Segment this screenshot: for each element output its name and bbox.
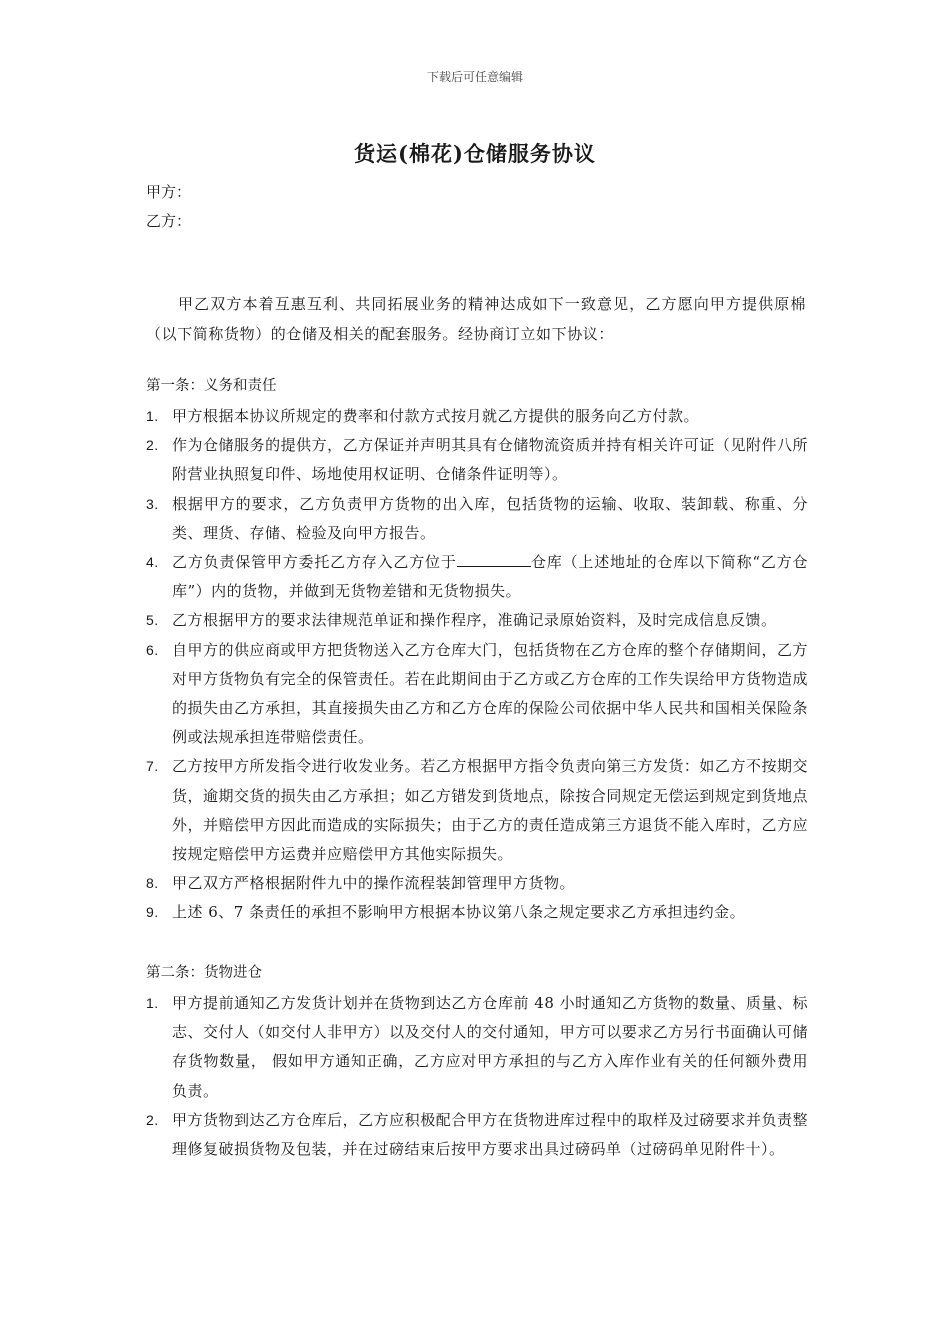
list-item: [146, 752, 808, 869]
list-item: [146, 606, 808, 635]
obligations-list: [146, 402, 808, 928]
item-text: 甲方提前通知乙方发货计划并在货物到达乙方仓库前 48 小时通知乙方货物的数量、质量、标志、交付人（如交付人非甲方）以及交付人的交付通知，甲方可以要求乙方另行书面确认可储存货物数量， 假如甲方通知正确，乙方应对甲方承担的与乙方入库作业有关的任何额外费用负责。: [172, 994, 808, 1100]
item-text: 甲乙双方严格根据附件九中的操作流程装卸管理甲方货物。: [172, 874, 576, 893]
item-text: 乙方根据甲方的要求法律规范单证和操作程序，准确记录原始资料，及时完成信息反馈。: [172, 611, 777, 630]
list-item: [146, 1106, 808, 1164]
item-text: 上述 6、7 条责任的承担不影响甲方根据本协议第八条之规定要求乙方承担违约金。: [172, 903, 746, 922]
party-a-label: 甲方：: [146, 183, 192, 201]
item-number: 3.: [146, 495, 159, 512]
item-number: 1.: [146, 408, 159, 424]
item-number: 6.: [146, 641, 159, 658]
item-number: 2.: [146, 1111, 159, 1128]
list-item: [146, 898, 808, 927]
item-number: 7.: [146, 758, 159, 775]
list-item: [146, 490, 808, 548]
item-text: 根据甲方的要求，乙方负责甲方货物的出入库，包括货物的运输、收取、装卸载、称重、分类、理货、存储、检验及向甲方报告。: [172, 494, 808, 542]
intro-paragraph: 甲乙双方本着互惠互利、共同拓展业务的精神达成如下一致意见，乙方愿向甲方提供原棉（以下简称货物）的仓储及相关的配套服务。经协商订立如下协议：: [146, 295, 806, 343]
inbound-list: [146, 989, 808, 1164]
section-heading: 第二条：货物进仓: [146, 965, 262, 981]
item-text: 甲方货物到达乙方仓库后，乙方应积极配合甲方在货物进库过程中的取样及过磅要求并负责整理修复破损货物及包装，并在过磅结束后按甲方要求出具过磅码单（过磅码单见附件十）。: [172, 1110, 808, 1159]
item-number: 2.: [146, 437, 159, 454]
item-number: 1.: [146, 995, 159, 1011]
item-number: 9.: [146, 904, 159, 921]
list-item: [146, 989, 808, 1106]
item-number: 4.: [146, 554, 159, 571]
header-note: 下载后可任意编辑: [426, 70, 523, 84]
list-item: [146, 869, 808, 898]
item-number: 5.: [146, 612, 159, 629]
section-goods-inbound: [146, 963, 808, 1164]
list-item: [146, 548, 808, 606]
document-title: 货运(棉花)仓储服务协议: [354, 141, 596, 166]
item-text: 作为仓储服务的提供方，乙方保证并声明其具有仓储物流资质并持有相关许可证（见附件八所附营业执照复印件、场地使用权证明、仓储条件证明等）。: [172, 436, 808, 484]
list-item: [146, 431, 808, 489]
party-b-label: 乙方：: [146, 212, 192, 230]
list-item: [146, 402, 808, 431]
item-text-after: 仓库（上述地址的仓库以下简称“乙方仓库”）内的货物，并做到无货物差错和无货物损失。: [172, 553, 808, 601]
section-heading: 第一条：义务和责任: [146, 378, 277, 394]
list-item: [146, 636, 808, 753]
item-text: 乙方按甲方所发指令进行收发业务。若乙方根据甲方指令负责向第三方发货：如乙方不按期交货，逾期交货的损失由乙方承担；如乙方错发到货地点，除按合同规定无偿运到规定到货地点外，并赔偿甲方因此而造成的实际损失；由于乙方的责任造成第三方退货不能入库时，乙方应按规定赔偿甲方运费并应赔偿甲方其他实际损失。: [172, 757, 808, 864]
item-number: 8.: [146, 875, 159, 892]
item-text: 自甲方的供应商或甲方把货物送入乙方仓库大门，包括货物在乙方仓库的整个存储期间，乙方对甲方货物负有完全的保管责任。若在此期间由于乙方或乙方仓库的工作失误给甲方货物造成的损失由乙方承担，其直接损失由乙方和乙方仓库的保险公司依据中华人民共和国相关保险条例或法规承担连带赔偿责任。: [172, 640, 808, 747]
item-text-before: 乙方负责保管甲方委托乙方存入乙方位于: [172, 553, 457, 572]
section-obligations: [146, 376, 808, 928]
fill-in-blank: [457, 552, 531, 567]
item-text: 甲方根据本协议所规定的费率和付款方式按月就乙方提供的服务向乙方付款。: [172, 407, 700, 425]
